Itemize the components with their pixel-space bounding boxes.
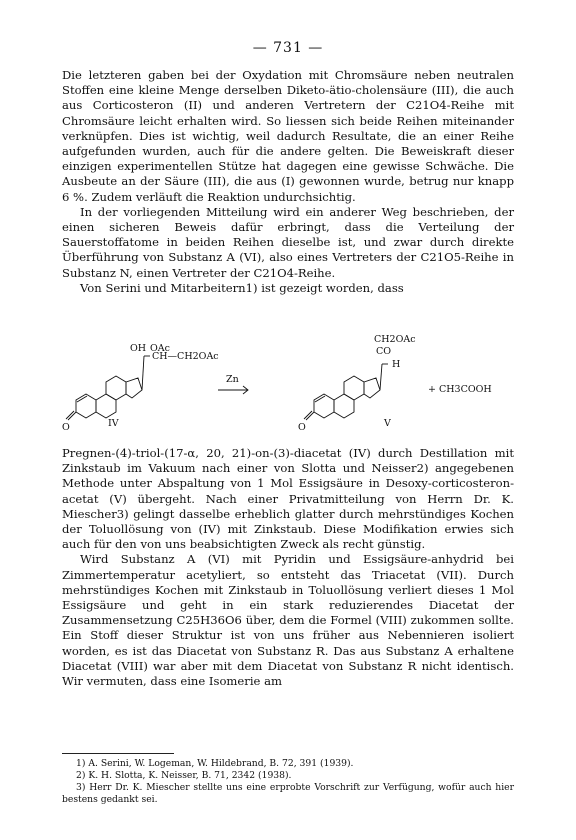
formula-ketone-right: O	[298, 422, 306, 433]
formula-right-top-ch2oac: CH2OAc	[374, 334, 416, 345]
body-text-top	[62, 68, 514, 296]
reaction-arrow	[218, 386, 248, 394]
footnote: 1) A. Serini, W. Logeman, W. Hildebrand, B. 72, 391 (1939).	[76, 758, 354, 769]
formula-right-h: H	[392, 359, 401, 370]
formula-label-oac: OAc	[150, 343, 170, 354]
formula-byproduct: + CH3COOH	[428, 384, 492, 395]
structural-formula-figure	[62, 334, 514, 438]
formula-number-iv: IV	[108, 418, 119, 429]
formula-ketone-left: O	[62, 422, 70, 433]
formula-reagent: Zn	[226, 374, 239, 385]
footnotes	[62, 758, 514, 806]
paragraph: Pregnen-(4)-triol-(17-α, 20, 21)-on-(3)-diacetat (IV) durch Destillation mit Zinkstaub im Vakuum nach einer von Slotta und Neisser2) angegebenen Methode unter Abspaltung von 1 Mol Essigsäure in Desoxy-corticosteron-acetat (V) übergeht. Nach einer Privatmitteilung von Herrn Dr. K. Miescher3) gelingt dasselbe erheblich glatter durch mehrstündiges Kochen der Toluollösung von (IV) mit Zinkstaub. Diese Modifikation erwies sich auch für den von uns beabsichtigten Zweck als recht günstig.	[62, 446, 514, 552]
footnote: 2) K. H. Slotta, K. Neisser, B. 71, 2342 (1938).	[76, 770, 292, 781]
steroid-skeleton-right	[304, 364, 388, 420]
paragraph: Von Serini und Mitarbeitern1) ist gezeigt worden, dass	[80, 280, 404, 295]
paragraph: In der vorliegenden Mitteilung wird ein anderer Weg beschrieben, der einen sicheren Beweis dafür erbringt, dass die Verteilung der Sauerstoffatome in beiden Reihen dieselbe ist, und zwar durch direkte Überführung von Substanz A (VI), also eines Vertreters der C21O5-Reihe in Substanz N, einen Vertreter der C21O4-Reihe.	[62, 204, 514, 280]
paragraph: Wird Substanz A (VI) mit Pyridin und Essigsäure-anhydrid bei Zimmertemperatur acetyliert, so entsteht das Triacetat (VII). Durch mehrstündiges Kochen mit Zinkstaub in Toluollösung verliert dieses 1 Mol Essigsäure und geht in ein stark reduzierendes Diacetat der Zusammensetzung C25H36O6 über, dem die Formel (VIII) zukommen sollte. Ein Stoff dieser Struktur ist von uns früher aus Nebennieren isoliert worden, es ist das Diacetat von Substanz R. Das aus Substanz A erhaltene Diacetat (VIII) war aber mit dem Diacetat von Substanz R nicht identisch. Wir vermuten, dass eine Isomerie am	[62, 552, 514, 689]
formula-right-top-co: CO	[376, 346, 392, 357]
page-number: — 731 —	[252, 40, 324, 56]
formula-number-v: V	[384, 418, 391, 429]
steroid-skeleton-left	[66, 356, 150, 420]
formula-side-chain: CH—CH2OAc	[152, 351, 219, 362]
paragraph: Die letzteren gaben bei der Oxydation mit Chromsäure neben neutralen Stoffen eine kleine Menge derselben Diketo-ätio-cholensäure (III), die auch aus Corticosteron (II) und anderen Vertretern der C21O4-Reihe mit Chromsäure leicht erhalten wird. So liessen sich beide Reihen miteinander verknüpfen. Dies ist wichtig, weil dadurch Resultate, die an einer Reihe aufgefunden wurden, auch für die andere gelten. Die Beweiskraft dieser einzigen experimentellen Stütze hat dagegen eine gewisse Schwäche. Die Ausbeute an der Säure (III), die aus (I) gewonnen wurde, betrug nur knapp 6 %. Zudem verläuft die Reaktion undurchsichtig.	[62, 68, 514, 204]
footnote-divider	[62, 753, 174, 754]
body-text-bottom	[62, 446, 514, 689]
formula-label-oh: OH	[130, 343, 147, 354]
footnote: 3) Herr Dr. K. Miescher stellte uns eine erprobte Vorschrift zur Verfügung, wofür auch hier bestens gedankt sei.	[62, 782, 514, 805]
